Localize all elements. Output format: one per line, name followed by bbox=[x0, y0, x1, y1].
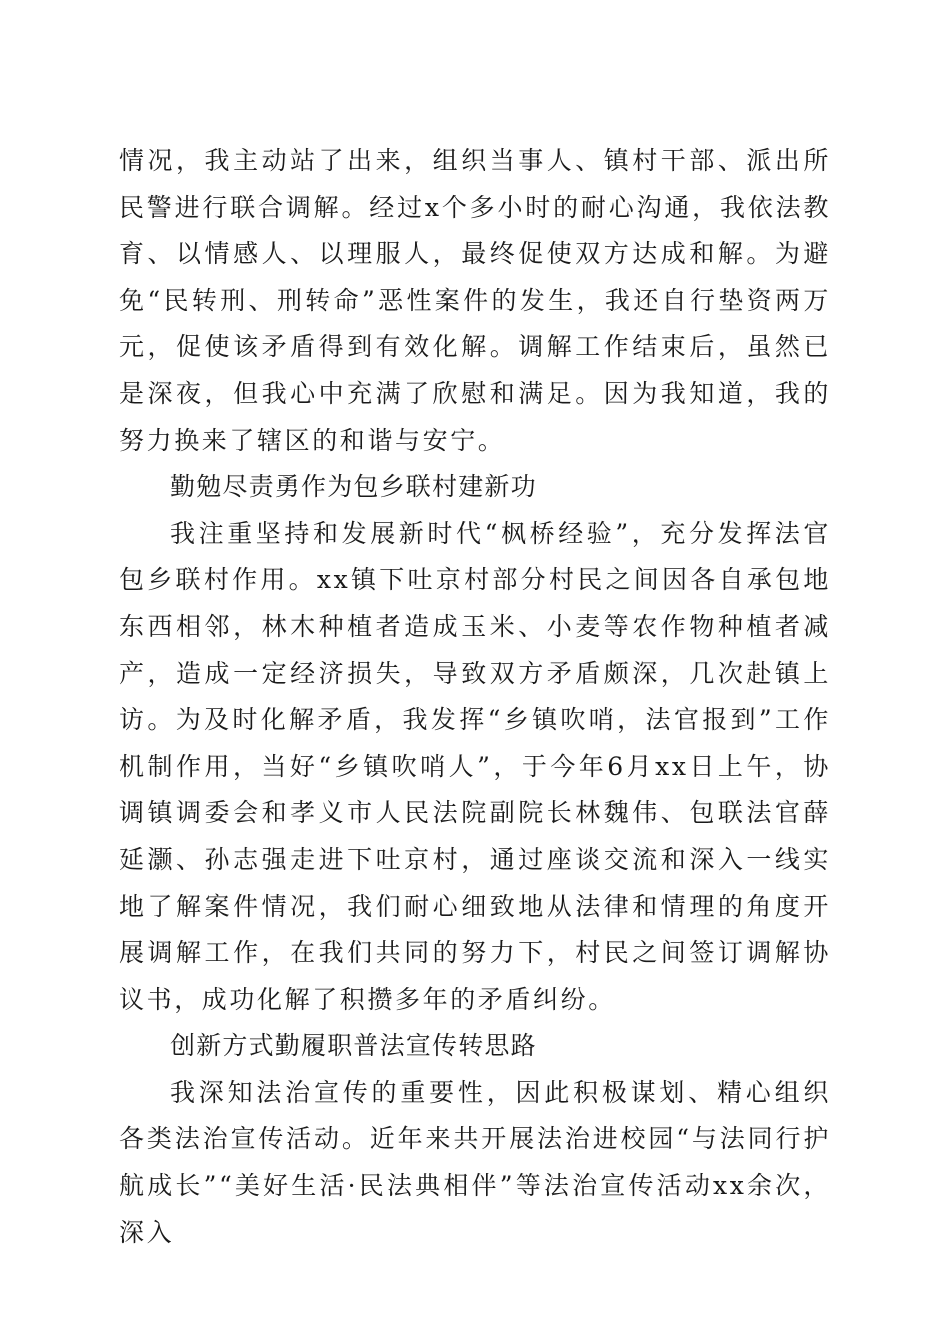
paragraph-fengqiao-experience: 我注重坚持和发展新时代“枫桥经验”，充分发挥法官包乡联村作用。xx镇下吐京村部分村民之间因各自承包地东西相邻，林木种植者造成玉米、小麦等农作物种植者减产，造成一定经济损失，导致双方矛盾颇深，几次赴镇上访。为及时化解矛盾，我发挥“乡镇吹哨，法官报到”工作机制作用，当好“乡镇吹哨人”，于今年6月xx日上午，协调镇调委会和孝义市人民法院副院长林魏伟、包联法官薛延灏、孙志强走进下吐京村，通过座谈交流和深入一线实地了解案件情况，我们耐心细致地从法律和情理的角度开展调解工作，在我们共同的努力下，村民之间签订调解协议书，成功化解了积攒多年的矛盾纠纷。 bbox=[119, 518, 831, 1014]
document-page bbox=[119, 138, 831, 1256]
paragraph-mediation-continued: 情况，我主动站了出来，组织当事人、镇村干部、派出所民警进行联合调解。经过x个多小时的耐心沟通，我依法教育、以情感人、以理服人，最终促使双方达成和解。为避免“民转刑、刑转命”恶性案件的发生，我还自行垫资两万元，促使该矛盾得到有效化解。调解工作结束后，虽然已是深夜，但我心中充满了欣慰和满足。因为我知道，我的努力换来了辖区的和谐与安宁。 bbox=[119, 146, 831, 455]
section-heading-village-liaison: 勤勉尽责勇作为包乡联村建新功 bbox=[170, 472, 537, 502]
section-heading-legal-publicity: 创新方式勤履职普法宣传转思路 bbox=[170, 1031, 537, 1061]
paragraph-legal-publicity: 我深知法治宣传的重要性，因此积极谋划、精心组织各类法治宣传活动。近年来共开展法治进校园“与法同行护航成长”“美好生活·民法典相伴”等法治宣传活动xx余次，深入 bbox=[119, 1077, 831, 1247]
